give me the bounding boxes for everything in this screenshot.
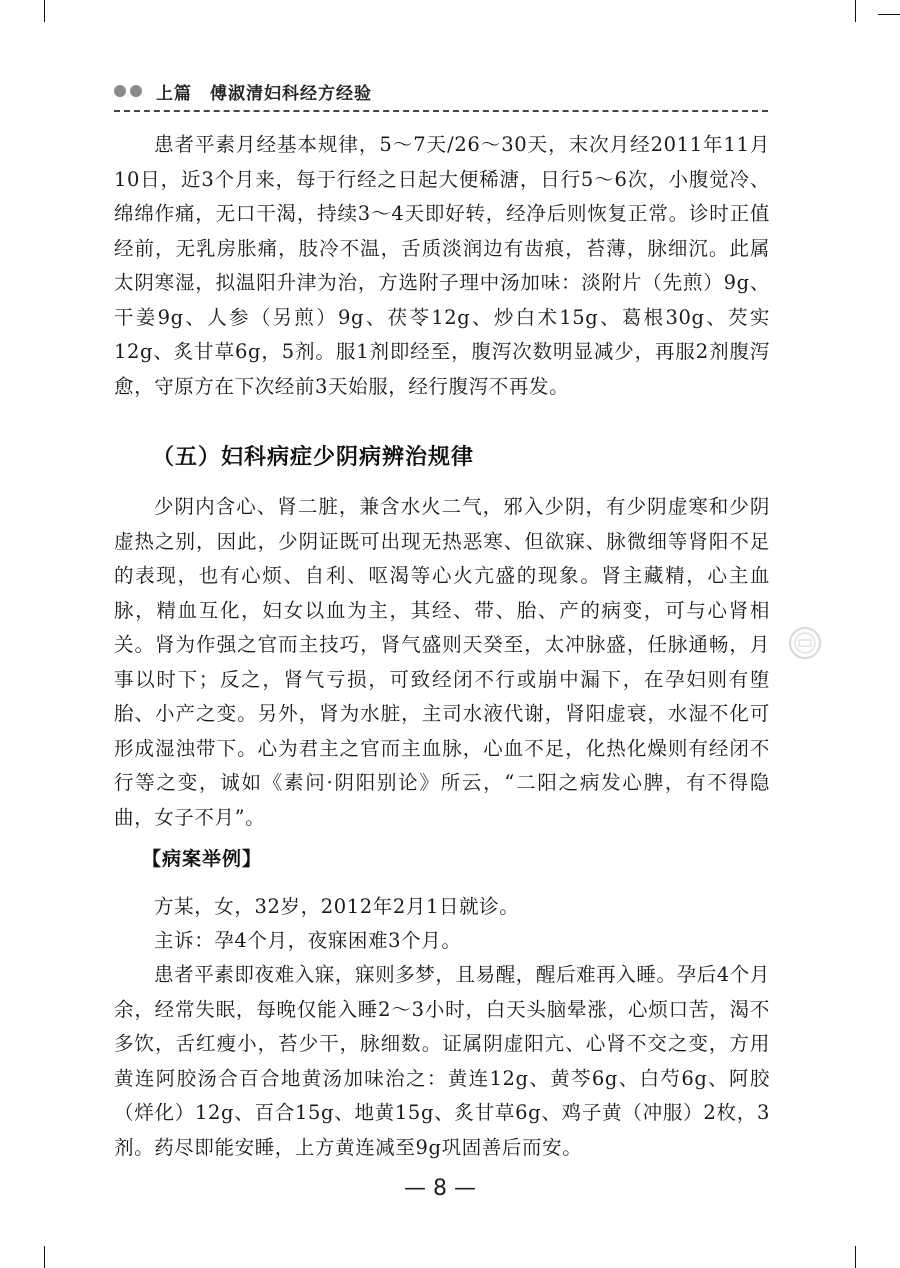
- header-dot-icon: [114, 85, 126, 97]
- case-patient-info: 方某，女，32岁，2012年2月1日就诊。: [154, 895, 520, 918]
- paragraph-shaoyin-theory: 少阴内含心、肾二脏，兼含水火二气，邪入少阴，有少阴虚寒和少阴虚热之别，因此，少阴证既可出现无热恶寒、但欲寐、脉微细等肾阳不足的表现，也有心烦、自利、呕渴等心火亢盛的现象。肾主藏精，心主血脉，精血互化，妇女以血为主，其经、带、胎、产的病变，可与心肾相关。肾为作强之官而主技巧，肾气盛则天癸至，太冲脉盛，任脉通畅，月事以时下；反之，肾气亏损，可致经闭不行或崩中漏下，在孕妇则有堕胎、小产之变。另外，肾为水脏，主司水液代谢，肾阳虚衰，水湿不化可形成湿浊带下。心为君主之官而主血脉，心血不足，化热化燥则有经闭不行等之变，诚如《素问·阴阳别论》所云，“二阳之病发心脾，有不得隐曲，女子不月”。: [114, 495, 770, 829]
- case-example-label: 【病案举例】: [142, 848, 263, 870]
- running-head-part: 上篇: [156, 83, 192, 104]
- case-detail: 患者平素即夜难入寐，寐则多梦，且易醒，醒后难再入睡。孕后4个月余，经常失眠，每晚仅能入睡2～3小时，白天头脑晕涨，心烦口苦，渴不多饮，舌红瘦小，苔少干，脉细数。证属阴虚阳亢、心肾不交之变，方用黄连阿胶汤合百合地黄汤加味治之：黄连12g、黄芩6g、白芍6g、阿胶（烊化）12g、百合15g、地黄15g、炙甘草6g、鸡子黄（冲服）2枚，3剂。药尽即能安睡，上方黄连减至9g巩固善后而安。: [114, 963, 771, 1159]
- case-chief-complaint: 主诉：孕4个月，夜寐困难3个月。: [154, 929, 462, 952]
- paragraph-case-continuation: 患者平素月经基本规律，5～7天/26～30天，末次月经2011年11月10日，近3个月来，每于行经之日起大便稀溏，日行5～6次，小腹觉冷、绵绵作痛，无口干渴，持续3～4天即好转，经净后则恢复正常。诊时正值经前，无乳房胀痛，肢冷不温，舌质淡润边有齿痕，苔薄，脉细沉。此属太阴寒湿，拟温阳升津为治，方选附子理中汤加味：淡附片（先煎）9g、干姜9g、人参（另煎）9g、茯苓12g、炒白术15g、葛根30g、芡实12g、炙甘草6g，5剂。服1剂即经至，腹泻次数明显减少，再服2剂腹泻愈，守原方在下次经前3天始服，经行腹泻不再发。: [114, 133, 770, 398]
- page-number: — 8 —: [404, 1176, 476, 1201]
- crop-mark-top-right-horizontal: [878, 14, 900, 15]
- section-heading: （五）妇科病症少阴病辨治规律: [152, 445, 475, 470]
- header-dot-icon: [130, 85, 142, 97]
- crop-mark-top-right-vertical: [855, 0, 856, 22]
- crop-mark-bottom-left-vertical: [44, 1246, 45, 1268]
- header-dashed-rule: [114, 110, 768, 112]
- crop-mark-bottom-right-vertical: [855, 1246, 856, 1268]
- running-head: [114, 76, 768, 106]
- publisher-seal-icon: [788, 626, 822, 660]
- running-head-book-title: 傅淑清妇科经方经验: [210, 83, 372, 104]
- crop-mark-top-left-vertical: [44, 0, 45, 22]
